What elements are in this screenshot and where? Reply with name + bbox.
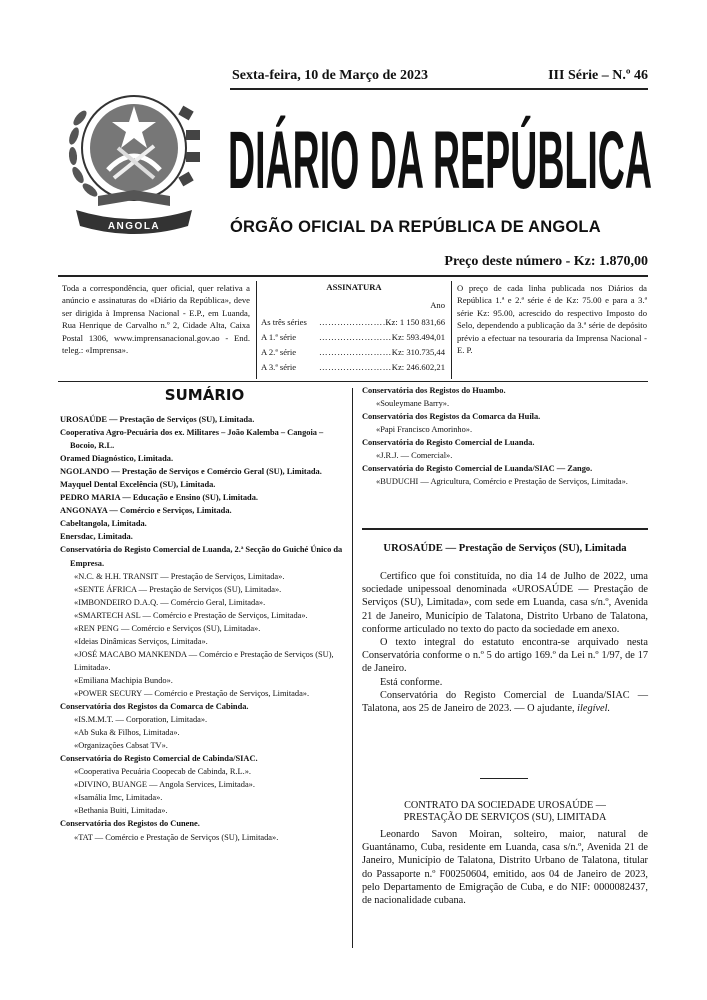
info-top-rule	[58, 275, 648, 277]
summary-item-entry: «N.C. & H.H. TRANSIT — Prestação de Serviços, Limitada».	[74, 571, 285, 581]
summary-item-entry: «IMBONDEIRO D.A.Q. — Comércio Geral, Limitada».	[74, 597, 266, 607]
summary-section-entry: Conservatória do Registo Comercial de Luanda, 2.ª Secção do Guiché Único da Empresa.	[60, 545, 343, 568]
header-rule	[230, 88, 648, 90]
subscription-row-dots: ……………………	[319, 317, 392, 327]
article-body	[362, 570, 648, 715]
subscription-year-label: Ano	[430, 300, 445, 310]
summary-section-entry: Conservatória dos Registos do Huambo.	[362, 386, 506, 395]
subscription-row-label: As três séries	[261, 317, 307, 327]
subscription-row-dots: ……………………	[319, 347, 392, 357]
summary-item-entry: «Papi Francisco Amorinho».	[376, 425, 473, 435]
summary-item-entry: «TAT — Comércio e Prestação de Serviços (SU), Limitada».	[74, 832, 279, 842]
subscription-row-value: Kz: 593.494,01	[391, 332, 445, 342]
subscription-table	[256, 281, 452, 379]
correspondence-note: Toda a correspondência, quer oficial, quer relativa a anúncio e assinaturas do «Diário da República», deve ser dirigida à Imprensa Nacional - E.P., em Luanda, Rua Henrique de Carvalho n.º 2, Cidade Alta, Caixa Postal 1306, www.imprensanacional.gov.ao - End. teleg.: «Imprensa».	[62, 283, 250, 356]
article-paragraph	[362, 689, 648, 715]
summary-section-entry: UROSAÚDE — Prestação de Serviços (SU), Limitada.	[60, 415, 255, 424]
emblem-label: ANGOLA	[107, 221, 161, 232]
contract-title-line: CONTRATO DA SOCIEDADE UROSAÚDE —	[404, 800, 606, 811]
subscription-row-label: A 2.ª série	[261, 347, 297, 357]
column-divider	[352, 388, 353, 948]
summary-section-entry: Enersdac, Limitada.	[60, 532, 133, 542]
info-bottom-rule	[58, 381, 648, 382]
summary-section-entry: Conservatória dos Registos do Cunene.	[60, 819, 200, 829]
summary-title: SUMÁRIO	[164, 386, 245, 404]
issue-price: Preço deste número - Kz: 1.870,00	[444, 254, 648, 269]
summary-section-entry: Conservatória dos Registos da Comarca da Huíla.	[362, 412, 541, 422]
summary-section-entry: ANGONAYA — Comércio e Serviços, Limitada.	[60, 506, 232, 516]
article-paragraph: Certifico que foi constituída, no dia 14 de Julho de 2022, uma sociedade unipessoal denominada «UROSAÚDE — Prestação de Serviços (SU), Limitada», com sede em Luanda, casa s/n.º, Avenida 21 de Janeiro, Município de Talatona, Distrito Urbano de Talatona, conforme articulado no texto do pacto da sociedade em anexo.	[362, 571, 648, 635]
contract-body	[362, 828, 648, 907]
masthead-subtitle: ÓRGÃO OFICIAL DA REPÚBLICA DE ANGOLA	[230, 218, 601, 236]
summary-section-entry: Oramed Diagnóstico, Limitada.	[60, 454, 174, 464]
price-note: O preço de cada linha publicada nos Diários da República 1.ª e 2.ª série é de Kz: 75.00 e para a 3.ª série Kz: 95.00, acrescido do respectivo Imposto do Selo, dependendo a publicação da 3.ª série de depósito prévio a efectuar na tesouraria da Imprensa Nacional - E. P.	[457, 283, 647, 356]
summary-item-entry: «Bethania Buiti, Limitada».	[74, 806, 168, 816]
subscription-title: ASSINATURA	[326, 282, 382, 292]
issue-series: III Série – N.º 46	[548, 68, 648, 83]
summary-item-entry: «Isamália Imc, Limitada».	[74, 793, 163, 803]
article-separator	[480, 778, 528, 779]
summary-list-left	[60, 413, 348, 844]
summary-item-entry: «REN PENG — Comércio e Serviços (SU), Limitada».	[74, 623, 261, 633]
subscription-row-value: Kz: 1 150 831,66	[385, 317, 445, 327]
subscription-row	[261, 362, 445, 376]
republic-emblem	[58, 78, 210, 238]
summary-section-entry: Mayquel Dental Excelência (SU), Limitada.	[60, 480, 216, 490]
article-heading: UROSAÚDE — Prestação de Serviços (SU), Limitada	[383, 543, 627, 554]
summary-item-entry: «Ideias Dinâmicas Serviços, Limitada».	[74, 636, 208, 646]
summary-item-entry: «J.R.J. — Comercial».	[376, 451, 453, 461]
subscription-row	[261, 317, 445, 331]
summary-item-entry: «POWER SECURY — Comércio e Prestação de Serviços, Limitada».	[74, 688, 310, 698]
summary-section-entry: PEDRO MARIA — Educação e Ensino (SU), Limitada.	[60, 493, 258, 503]
contract-title	[362, 800, 648, 824]
summary-item-entry: «Emiliana Machipia Bundo».	[74, 675, 173, 685]
subscription-row-dots: ……………………	[319, 332, 392, 342]
summary-item-entry: «SMARTECH ASL — Comércio e Prestação de Serviços, Limitada».	[74, 610, 308, 620]
summary-section-entry: Cabeltangola, Limitada.	[60, 519, 147, 529]
masthead-title	[226, 104, 654, 204]
subscription-row-value: Kz: 310.735,44	[391, 347, 445, 357]
summary-list-right	[362, 384, 648, 488]
summary-section-entry: Conservatória do Registo Comercial de Luanda.	[362, 438, 535, 448]
contract-paragraph: Leonardo Savon Moiran, solteiro, maior, natural de Guantánamo, Cuba, residente em Luanda, casa s/n.º, Avenida 21 de Janeiro, Município de Talatona, Distrito Urbano de Talatona, titular do Passaporte n.º F00250604, emitido, aos 04 de Janeiro de 2023, pelo Departamento de Emigração de Cuba, e do NIF: 0000082437, de nacionalidade cubana.	[362, 829, 648, 907]
article-signature-text: Conservatória do Registo Comercial de Luanda/SIAC — Talatona, aos 25 de Janeiro de 2023. — O ajudante,	[362, 689, 648, 715]
summary-item-entry: «Organizações Cabsat TV».	[74, 741, 168, 751]
subscription-row-dots: ……………………	[319, 362, 392, 372]
masthead-title-text: DIÁRIO DA REPÚBLICA	[228, 115, 652, 204]
subscription-row-label: A 1.ª série	[261, 332, 297, 342]
subscription-row-label: A 3.ª série	[261, 362, 297, 372]
summary-item-entry: «JOSÉ MACABO MANKENDA — Comércio e Prestação de Serviços (SU), Limitada».	[74, 649, 334, 672]
emblem-icon	[58, 78, 210, 238]
article-paragraph: O texto integral do estatuto encontra-se arquivado nesta Conservatória conforme o n.º 5 do artigo 169.º da Lei n.º 1/97, de 17 de Janeiro.	[362, 637, 648, 675]
summary-item-entry: «BUDUCHI — Agricultura, Comércio e Prestação de Serviços, Limitada».	[376, 477, 628, 487]
summary-item-entry: «Cooperativa Pecuária Coopecab de Cabinda, R.L.».	[74, 767, 251, 777]
article-signature-italic: ilegível.	[577, 703, 611, 715]
summary-section-entry: Conservatória do Registo Comercial de Cabinda/SIAC.	[60, 754, 258, 764]
summary-item-entry: «Souleymane Barry».	[376, 399, 450, 409]
article-top-rule	[362, 528, 648, 530]
subscription-row-value: Kz: 246.602,21	[391, 362, 445, 372]
summary-section-entry: Conservatória do Registo Comercial de Luanda/SIAC — Zango.	[362, 464, 593, 474]
summary-section-entry: NGOLANDO — Prestação de Serviços e Comércio Geral (SU), Limitada.	[60, 467, 322, 477]
subscription-row	[261, 332, 445, 346]
summary-item-entry: «SENTE ÁFRICA — Prestação de Serviços (SU), Limitada».	[74, 584, 282, 594]
contract-title-line: PRESTAÇÃO DE SERVIÇOS (SU), LIMITADA	[403, 812, 607, 823]
summary-item-entry: «Ab Suka & Filhos, Limitada».	[74, 728, 180, 738]
summary-section-entry: Conservatória dos Registos da Comarca de Cabinda.	[60, 702, 249, 712]
article-paragraph: Está conforme.	[380, 676, 443, 688]
summary-item-entry: «IS.M.M.T. — Corporation, Limitada».	[74, 715, 208, 725]
issue-date: Sexta-feira, 10 de Março de 2023	[232, 68, 428, 83]
subscription-row	[261, 347, 445, 361]
summary-item-entry: «DIVINO, BUANGE — Angola Services, Limitada».	[74, 780, 255, 790]
summary-section-entry: Cooperativa Agro-Pecuária dos ex. Militares – João Kalemba – Cangoia – Bocoio, R.L.	[60, 428, 324, 451]
